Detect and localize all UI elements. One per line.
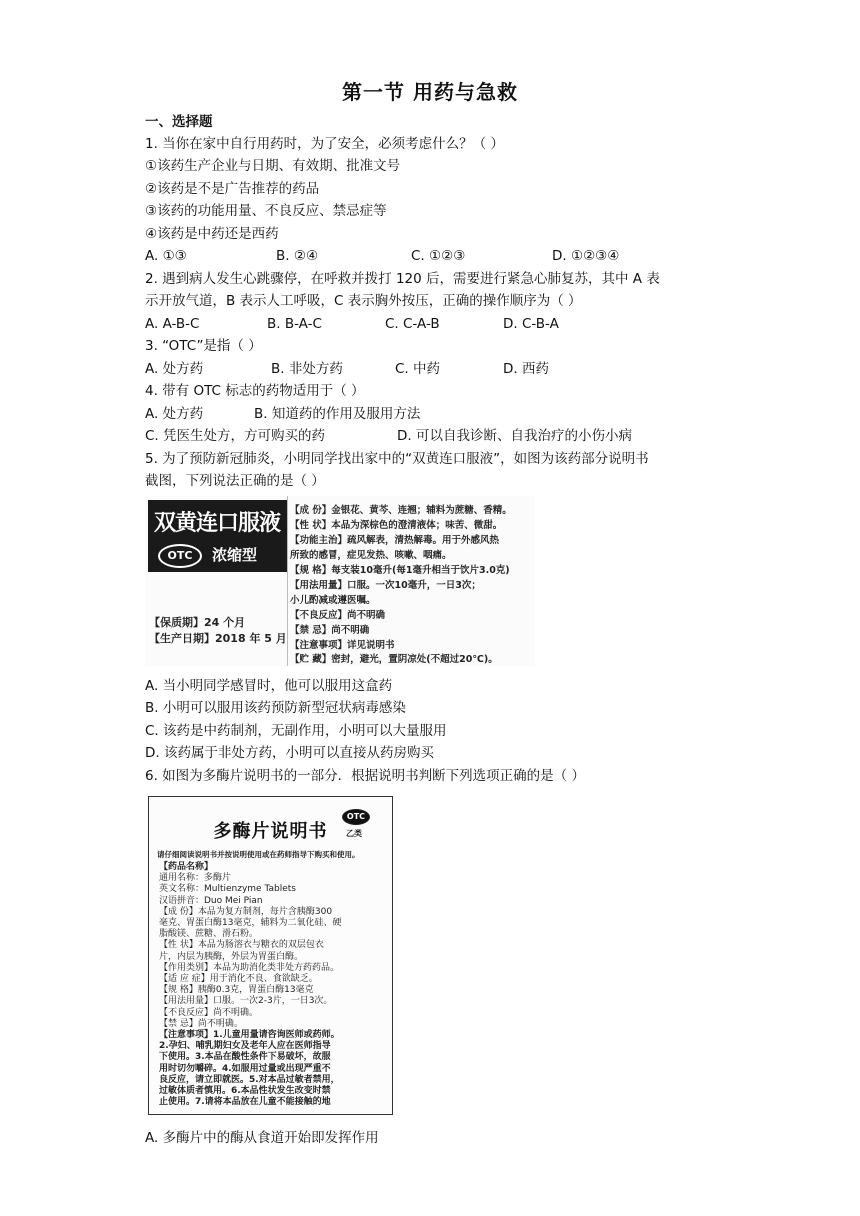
question-5-option-c[interactable]: C. 该药是中药制剂，无副作用，小明可以大量服用 [145,723,447,739]
leaflet-line: 过敏体质者慎用。6.本品性状发生改变时禁 [159,1086,331,1096]
leaflet-line: 下使用。3.本品在酸性条件下易破坏，故服 [159,1052,331,1063]
question-5-stem: 5. 为了预防新冠肺炎，小明同学找出家中的“双黄连口服液”，如图为该药部分说明书 [145,451,649,467]
page-title: 第一节 用药与急救 [342,80,518,104]
question-1-item: ①该药生产企业与日期、有效期、批准文号 [145,158,401,174]
leaflet-line: 脂酸镁、蔗糖、滑石粉。 [159,929,259,940]
question-6-option-a[interactable]: A. 多酶片中的酶从食道开始即发挥作用 [145,1130,379,1146]
question-3-option-a[interactable]: A. 处方药 [145,361,204,377]
leaflet-line: 通用名称：多酶片 [159,873,232,884]
medicine-label-figure [145,496,535,666]
spec-line: 【不良反应】尚不明确 [290,610,386,621]
spec-line: 【性 状】本品为深棕色的澄清液体；味苦、微甜。 [290,520,503,531]
question-1-item: ②该药是不是广告推荐的药品 [145,181,320,197]
leaflet-line: 【药品名称】 [159,862,214,872]
question-5-stem: 截图，下列说法正确的是（ ） [145,473,325,489]
leaflet-line: 【规 格】胰酶0.3克，胃蛋白酶13毫克 [159,985,314,996]
otc-class: 乙类 [346,829,362,838]
multienzyme-leaflet-figure [148,796,393,1115]
leaflet-line: 【适 应 症】用于消化不良、食欲缺乏。 [159,974,318,984]
question-5-option-d[interactable]: D. 该药属于非处方药，小明可以直接从药房购买 [145,745,434,761]
question-3-stem: 3. “OTC”是指（ ） [145,338,262,354]
question-4-option-a[interactable]: A. 处方药 [145,406,204,422]
question-3-option-c[interactable]: C. 中药 [395,361,441,377]
section-heading: 一、选择题 [145,114,213,130]
spec-line: 【成 份】金银花、黄芩、连翘；辅料为蔗糖、香精。 [290,505,512,516]
spec-line: 【功能主治】疏风解表，清热解毒。用于外感风热 [290,535,500,546]
spec-line: 【注意事项】详见说明书 [290,640,395,651]
question-4-option-b[interactable]: B. 知道药的作用及服用方法 [254,406,421,422]
question-6-stem: 6. 如图为多酶片说明书的一部分．根据说明书判断下列选项正确的是（ ） [145,768,585,784]
question-1-option-b[interactable]: B. ②④ [276,248,319,264]
question-3-option-d[interactable]: D. 西药 [503,361,549,377]
product-type: 浓缩型 [212,546,258,564]
question-2-stem: 示开放气道，B 表示人工呼吸，C 表示胸外按压，正确的操作顺序为（ ） [145,293,582,309]
question-2-option-b[interactable]: B. B-A-C [267,316,322,332]
spec-line: 小儿酌减或遵医嘱。 [290,595,376,606]
leaflet-line: 英文名称：Multienzyme Tablets [159,884,296,895]
shelf-life: 【保质期】24 个月 [149,616,246,629]
leaflet-title: 多酶片说明书 [213,821,328,842]
leaflet-line: 用时切勿嚼碎。4.如服用过量或出现严重不 [159,1063,331,1074]
question-4-stem: 4. 带有 OTC 标志的药物适用于（ ） [145,383,365,399]
question-1-stem: 1. 当你在家中自行用药时，为了安全，必须考虑什么？（ ） [145,136,504,152]
question-4-option-d[interactable]: D. 可以自我诊断、自我治疗的小伤小病 [397,428,632,444]
question-3-option-b[interactable]: B. 非处方药 [271,361,343,377]
leaflet-line: 【注意事项】1.儿童用量请咨询医师或药师。 [159,1030,340,1040]
leaflet-line: 汉语拼音：Duo Mei Pian [159,895,263,906]
leaflet-line: 止使用。7.请将本品放在儿童不能接触的地 [159,1097,331,1108]
divider [287,496,288,666]
question-2-option-c[interactable]: C. C-A-B [385,316,440,332]
otc-badge: OTC [342,809,370,825]
leaflet-line: 【不良反应】尚不明确。 [159,1007,259,1018]
leaflet-line: 2.孕妇、哺乳期妇女及老年人应在医师指导 [159,1041,331,1052]
otc-badge: OTC [158,544,202,568]
question-1-option-d[interactable]: D. ①②③④ [552,248,620,264]
leaflet-line: 片，内层为胰酶，外层为胃蛋白酶。 [159,951,304,962]
question-1-option-c[interactable]: C. ①②③ [411,248,466,264]
spec-line: 【禁 忌】尚不明确 [290,625,370,636]
spec-line: 【贮 藏】密封，避光，置阴凉处(不超过20℃)。 [290,654,498,665]
leaflet-line: 请仔细阅读说明书并按说明使用或在药师指导下购买和使用。 [157,850,360,859]
question-1-option-a[interactable]: A. ①③ [145,248,187,264]
question-2-option-a[interactable]: A. A-B-C [145,316,200,332]
leaflet-line: 【禁 忌】尚不明确。 [159,1018,243,1029]
leaflet-line: 良反应，请立即就医。5.对本品过敏者禁用， [159,1074,340,1085]
product-brand: 双黄连口服液 [154,511,281,536]
question-2-option-d[interactable]: D. C-B-A [503,316,559,332]
product-banner [148,500,287,572]
question-5-option-a[interactable]: A. 当小明同学感冒时，他可以服用这盒药 [145,678,393,694]
production-date: 【生产日期】2018 年 5 月 [149,632,287,645]
spec-line: 所致的感冒，症见发热、咳嗽、咽痛。 [290,550,452,561]
leaflet-line: 【性 状】本品为肠溶衣与糖衣的双层包衣 [159,940,324,951]
spec-line: 【规 格】每支装10毫升(每1毫升相当于饮片3.0克) [290,565,510,576]
leaflet-line: 【用法用量】口服。一次2-3片，一日3次。 [159,996,333,1007]
question-1-item: ③该药的功能用量、不良反应、禁忌症等 [145,203,387,219]
question-4-option-c[interactable]: C. 凭医生处方，方可购买的药 [145,428,326,444]
spec-line: 【用法用量】口服。一次10毫升，一日3次； [290,580,481,591]
leaflet-line: 【作用类别】本品为助消化类非处方药药品。 [159,962,340,973]
question-2-stem: 2. 遇到病人发生心跳骤停，在呼救并拨打 120 后，需要进行紧急心肺复苏，其中 A 表 [145,271,660,287]
question-5-option-b[interactable]: B. 小明可以服用该药预防新型冠状病毒感染 [145,700,406,716]
question-1-item: ④该药是中药还是西药 [145,226,279,242]
leaflet-line: 毫克、胃蛋白酶13毫克，辅料为二氧化硅、硬 [159,918,342,928]
leaflet-line: 【成 份】本品为复方制剂，每片含胰酶300 [159,906,333,917]
